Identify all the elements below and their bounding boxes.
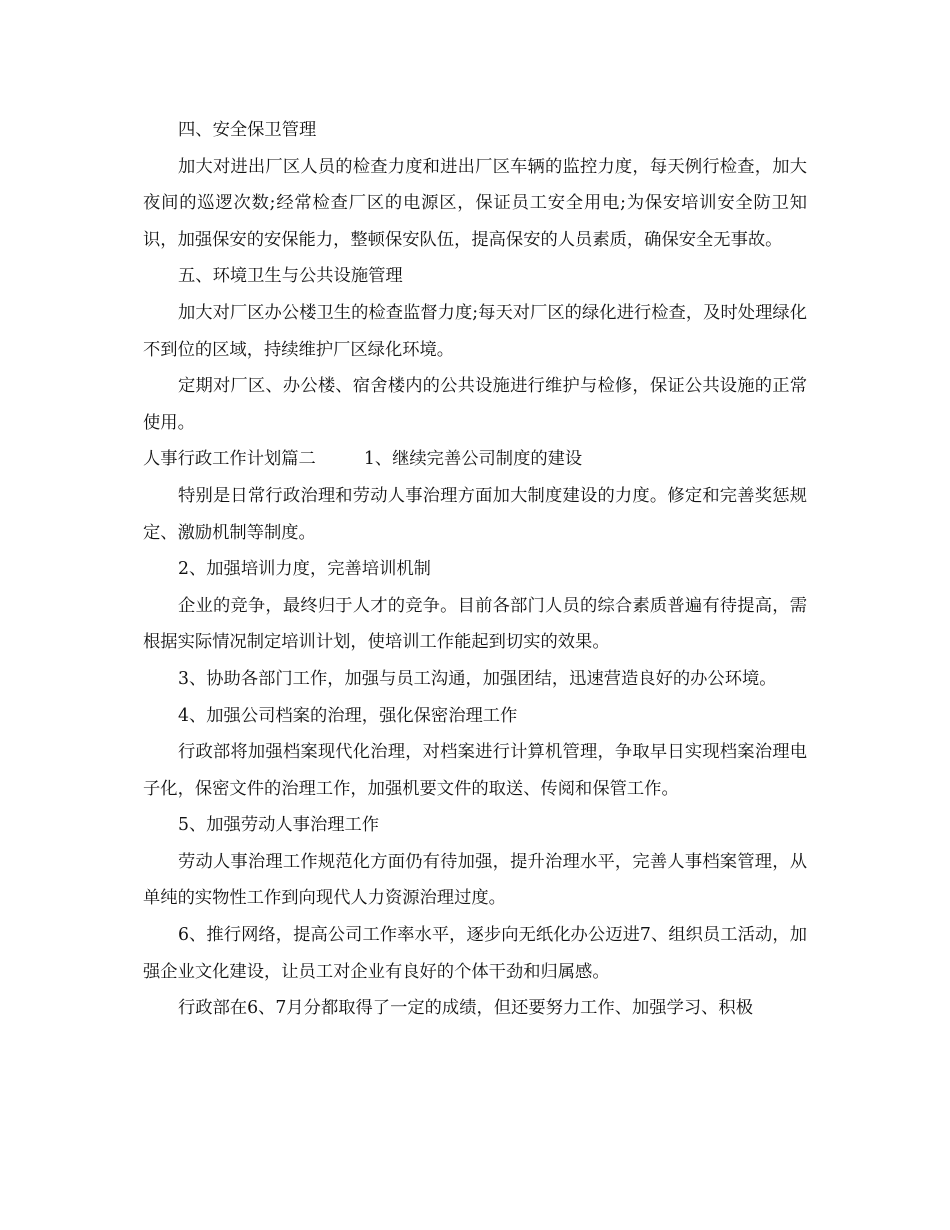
heading-training: 2、加强培训力度，完善培训机制 (178, 559, 431, 580)
paragraph-summary: 行政部在6、7月分都取得了一定的成绩，但还要努力工作、加强学习、积极 (178, 998, 753, 1019)
paragraph-system-building: 特别是日常行政治理和劳动人事治理方面加大制度建设的力度。修定和完善奖惩规定、激励机制等制度。 (143, 485, 807, 543)
heading-security: 四、安全保卫管理 (178, 120, 317, 140)
document-body (143, 112, 807, 1027)
paragraph-environment-hygiene: 加大对厂区办公楼卫生的检查监督力度;每天对厂区的绿化进行检查，及时处理绿化不到位的区域，持续维护厂区绿化环境。 (143, 302, 807, 360)
paragraph-public-facilities: 定期对厂区、办公楼、宿舍楼内的公共设施进行维护与检修，保证公共设施的正常使用。 (143, 376, 807, 433)
item-cooperation: 3、协助各部门工作，加强与员工沟通，加强团结，迅速营造良好的办公环境。 (178, 668, 777, 689)
paragraph-personnel: 劳动人事治理工作规范化方面仍有待加强，提升治理水平，完善人事档案管理，从单纯的实物性工作到向现代人力资源治理过度。 (143, 851, 807, 909)
heading-archives: 4、加强公司档案的治理，强化保密治理工作 (178, 705, 518, 726)
item-network-activities: 6、推行网络，提高公司工作率水平，逐步向无纸化办公迈进7、组织员工活动，加强企业文化建设，让员工对企业有良好的个体干劲和归属感。 (143, 925, 807, 982)
heading-environment: 五、环境卫生与公共设施管理 (178, 266, 403, 287)
section-title: 人事行政工作计划篇二 (143, 449, 316, 470)
paragraph-security: 加大对进出厂区人员的检查力度和进出厂区车辆的监控力度，每天例行检查，加大夜间的巡逻次数;经常检查厂区的电源区，保证员工安全用电;为保安培训安全防卫知识，加强保安的安保能力，整顿保安队伍，提高保安的人员素质，确保安全无事故。 (143, 156, 807, 250)
heading-personnel: 5、加强劳动人事治理工作 (178, 815, 380, 836)
paragraph-archives: 行政部将加强档案现代化治理，对档案进行计算机管理，争取早日实现档案治理电子化，保密文件的治理工作，加强机要文件的取送、传阅和保管工作。 (143, 742, 807, 799)
section-first-item: 1、继续完善公司制度的建设 (363, 449, 583, 470)
section-heading-line (143, 441, 807, 478)
paragraph-training: 企业的竞争，最终归于人才的竞争。目前各部门人员的综合素质普遍有待提高，需根据实际情况制定培训计划，使培训工作能起到切实的效果。 (143, 595, 807, 653)
